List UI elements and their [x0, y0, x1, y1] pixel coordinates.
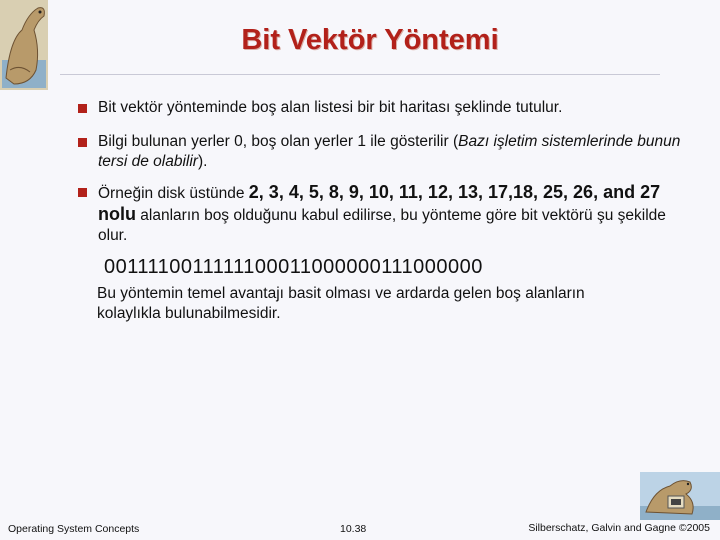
- bit-vector: 0011110011111100011000000111000000: [104, 256, 483, 278]
- bullet-text: Örneğin disk üstünde: [98, 185, 249, 202]
- bullet-text-end: ).: [197, 153, 208, 170]
- advantage-paragraph: Bu yöntemin temel avantajı basit olması ve ardarda gelen boş alanların kolaylıkla bulunabilmesidir.: [97, 285, 585, 322]
- title-divider: [60, 74, 660, 75]
- bullet-marker-icon: [78, 188, 87, 197]
- bullet-italic-text: Bazı işletim sistemlerinde bunun tersi de olabilir: [98, 133, 681, 170]
- slide-title: Bit Vektör Yöntemi: [241, 24, 499, 56]
- block-numbers: 2, 3, 4, 5, 8, 9, 10, 11, 12, 13, 17,18, 25, 26, and 27: [248, 182, 661, 202]
- bullet-item: [76, 132, 696, 172]
- bullet-list: [76, 98, 696, 246]
- bullet-item: [76, 98, 696, 118]
- footer-book-title: Operating System Concepts: [8, 523, 140, 535]
- bullet-text: Bilgi bulunan yerler 0, boş olan yerler 1 ile gösterilir (: [98, 133, 459, 150]
- bullet-text-rest: alanların boş olduğunu kabul edilirse, bu yönteme göre bit vektörü şu şekilde olur.: [98, 207, 666, 244]
- bullet-text: Bit vektör yönteminde boş alan listesi bir bit haritası şeklinde tutulur.: [98, 99, 563, 116]
- bullet-marker-icon: [78, 104, 87, 113]
- footer: [0, 516, 720, 540]
- bullet-item: [76, 182, 696, 246]
- footer-authors: Silberschatz, Galvin and Gagne ©2005: [528, 522, 710, 534]
- dinosaur-computer-logo-icon: [640, 472, 720, 520]
- bullet-marker-icon: [78, 138, 87, 147]
- nolu-text: nolu: [98, 204, 136, 224]
- footer-page-number: 10.38: [340, 523, 367, 535]
- dinosaur-logo-icon: [0, 0, 48, 90]
